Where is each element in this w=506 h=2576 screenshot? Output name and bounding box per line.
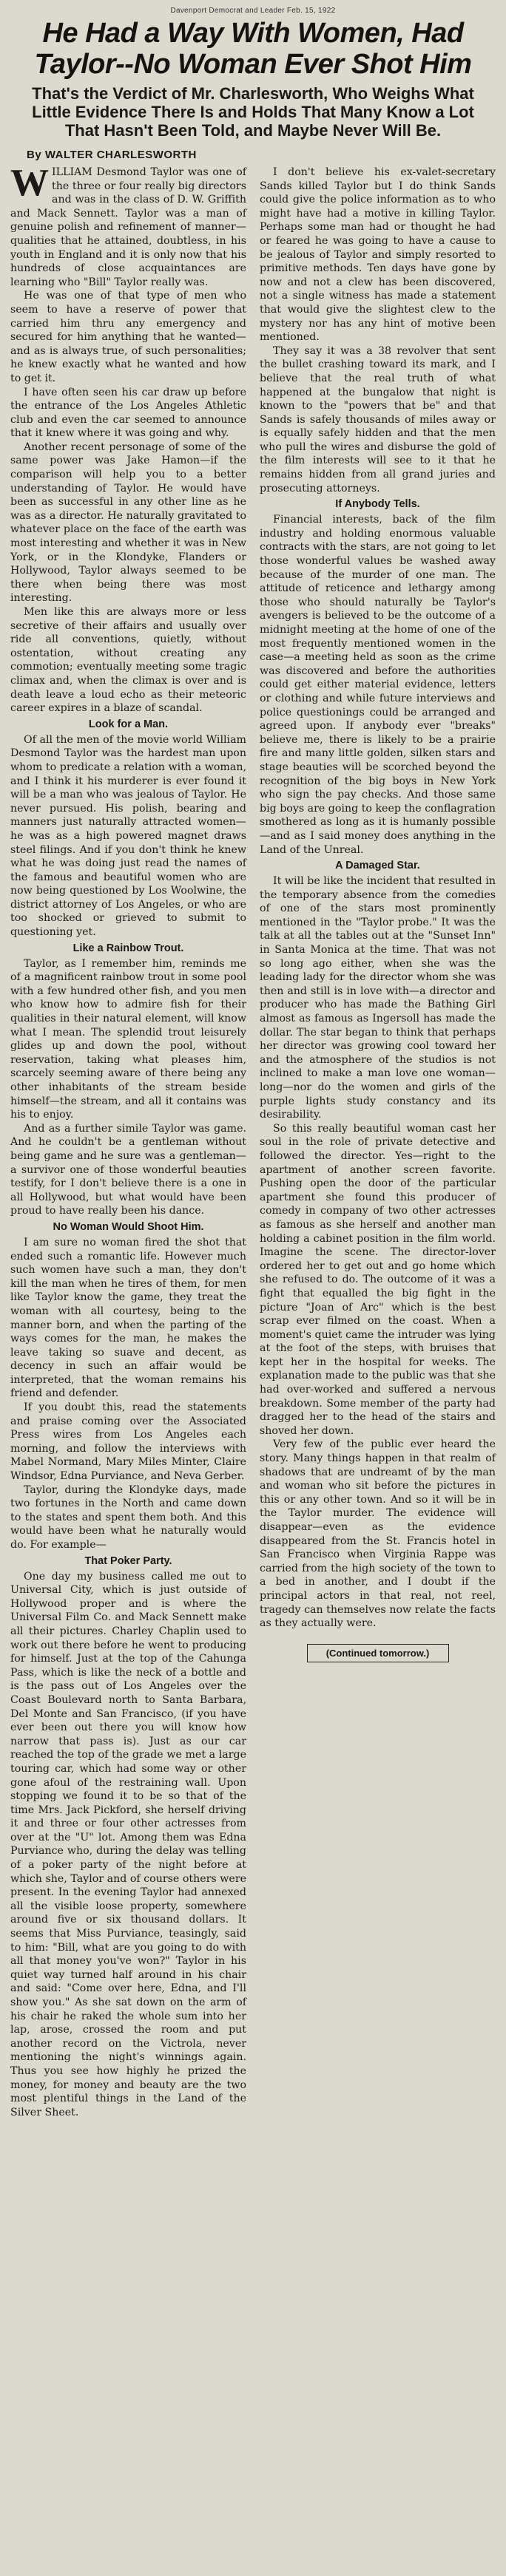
paragraph: Taylor, as I remember him, reminds me of a magnificent rainbow trout in some pool with a few hundred other fish, and you men who know how to admire fish for their qualities in their natural element, will know what I mean. The splendid trout leisurely glides up and down the pool, without reservation, taking what pleases him, scarcely seeming aware of there being any other inhabitants of the stream beside himself—the stream, and all it contains was his to enjoy. [10,957,246,1121]
paragraph: One day my business called me out to Universal City, which is just outside of Hollywood proper and is where the Universal Film Co. and Mack Sennett make all their pictures. Charley Chaplin used to work out there before he went to producing for himself. Just at the top of the Cahunga Pass, which is like the neck of a bottle and is the pass out of Los Angeles over the Coast Boulevard north to Santa Barbara, Del Monte and San Francisco, (if you have ever been out there you will know how narrow that pass is). Just as our car reached the top of the grade we met a large touring car, which had some way or other gone afoul of the restraining wall. Upon stopping we found it to be so that of the time Mrs. Jack Pickford, she herself driving it and three or four other actresses from over at the "U" lot. Among them was Edna Purviance who, during the delay was telling of a poker party of the night before at which she, Taylor and of course others were present. In the evening Taylor had annexed all the visible loose property, somewhere around five or six thousand dollars. It seems that Miss Purviance, teasingly, said to him: "Bill, what are you going to do with all that money you've won?" Taylor in his quiet way turned half around in his chair and said: "Come over here, Edna, and I'll show you." As she sat down on the arm of his chair he raked the whole sum into her lap, arose, crossed the room and put another record on the Victrola, never mentioning the night's winnings again. Thus you see how highly he prized the money, for money and beauty are the two most plentiful things in the Land of the Silver Sheet. [10,1570,246,2118]
subhead: Like a Rainbow Trout. [72,942,184,954]
paragraph: Taylor, during the Klondyke days, made two fortunes in the North and came down to the states and spent them both. And this would have been what he naturally would do. For example— [10,1484,246,1551]
column-right [260,166,496,2119]
paragraph: He was one of that type of men who seem to have a reserve of power that carried him thru any emergency and secured for him anything that he wanted—and as is always true, of such personalities; he knew exactly what he wanted and how to get it. [10,290,246,384]
paragraph: It will be like the incident that resulted in the temporary absence from the comedies of one of the stars most prominently mentioned in the "Taylor probe." It was the talk at all the tables out at the "Sunset Inn" in Santa Monica at the time. That was not so long ago either, when she was the leading lady for the director whom she was then and still is in love with—a director and producer who has made the Bathing Girl almost as famous as Ingersoll has made the dollar. The star began to think that perhaps her director was growing cool toward her and the atmosphere of the studios is not inclined to make a man love one woman—long—nor do the women and girls of the purple lights study constancy and its desirability. [260,875,496,1121]
paragraph: Another recent personage of some of the same power was Jake Hamon—if the comparison will help you to a better understanding of Taylor. He would have been as successful in any other line as he was as a director. He naturally gravitated to whatever place on the face of the earth was most interesting and whether it was in New York, or in the Klondyke, Flanders or Hollywood, Taylor always seemed to be there when being there was most interesting. [10,441,246,605]
subhead: Look for a Man. [88,718,169,730]
deck: That's the Verdict of Mr. Charlesworth, Who Weighs What Little Evidence There Is and Holds That Many Know a Lot That Hasn't Been Told, and Maybe Never Will Be. [32,84,474,140]
paragraph [10,162,246,289]
subhead: If Anybody Tells. [335,498,420,511]
subhead: That Poker Party. [84,1554,172,1567]
subhead: A Damaged Star. [335,860,420,872]
paragraph: They say it was a 38 revolver that sent the bullet crashing toward its mark, and I believe that the real truth of what happened at the bungalow that night is known to the "powers that be" and that Sands is safely thousands of miles away or is equally safely hidden and that the men who pull the wires and disburse the gold of the film interests will see to it that he remains hidden from all grand juries and prosecuting attorneys. [260,344,496,495]
drop-cap: W [10,162,49,204]
paragraph: And as a further simile Taylor was game. And he couldn't be a gentleman without being game and he sure was a gentleman—a survivor one of those wonderful beauties testify, for I don't believe there is a one in all Hollywood, but what would have been proud to have really been his dance. [10,1122,246,1217]
paragraph: Of all the men of the movie world William Desmond Taylor was the hardest man upon whom to predicate a relation with a woman, and I think it his murderer is ever found it will be a man who was jealous of Taylor. He never pursued. His polish, bearing and manners just naturally attracted women—he was as a high powered magnet draws steel filings. And if you don't think he knew what he was doing just read the names of the famous and beautiful women who are now being questioned by Los Woolwine, the district attorney of Los Angeles, or who are too shocked or grieved to submit to questioning yet. [10,733,246,939]
continued-notice: (Continued tomorrow.) [307,1644,449,1662]
paragraph: Very few of the public ever heard the story. Many things happen in that realm of shadows that are undreamt of by the man and woman who sit before the pictures in this or any other town. And so it will be in the Taylor murder. The evidence will disappear—even as the evidence disappeared from the St. Francis hotel in San Francisco when Virginia Rappe was carried from the high society of the town to a bed in another, and I doubt if the principal actors in that real, not reel, tragedy can themselves now relate the facts as they actually were. [260,1438,496,1630]
paragraph: I have often seen his car draw up before the entrance of the Los Angeles Athletic club and even the car seemed to announce that it knew where it was going and why. [10,386,246,440]
dateline: Davenport Democrat and Leader Feb. 15, 1922 [170,7,336,15]
paragraph: So this really beautiful woman cast her soul in the role of private detective and followed the director. Yes—right to the apartment of another screen favorite. Pushing open the door of the particular apartment she found this producer of comedy in company of two other actresses as famous as she herself and another man holding a cabinet position in the film world. Imagine the scene. The director-lover ordered her to get out and go home which she refused to do. The outcome of it was a fight that equalled the big fight in the picture "Joan of Arc" which is the best scrap ever filmed on the coast. When a moment's quiet came the intruder was lying at the foot of the steps, with bruises that kept her in the hospital for weeks. The explanation made to the public was that she had over-worked and suffered a nervous breakdown. Some member of the party had dragged her to the head of the stairs and shoved her down. [260,1122,496,1437]
paragraph: I am sure no woman fired the shot that ended such a romantic life. However much such women have such a man, they don't kill the man when he tires of them, for men like Taylor know the game, they treat the woman with all courtesy, being to the manner born, and when the parting of the ways comes for the man, he makes the leave taking so suave and decent, as decency in such an affair would be interpreted, that the woman remains his friend and defender. [10,1236,246,1400]
byline: By WALTER CHARLESWORTH [27,149,197,161]
paragraph: Men like this are always more or less secretive of their affairs and usually over ride all conventions, quietly, without ostentation, without creating any commotion; eventually meeting some tragic climax and, when the climax is over and is death leave a loud echo as their meteoric career expires in a blaze of scandal. [10,606,246,715]
paragraph: I don't believe his ex-valet-secretary Sands killed Taylor but I do think Sands could give the police information as to who might have had a motive in killing Taylor. Perhaps some man had or thought he had or feared he was going to have a cause to be jealous of Taylor and simply resorted to primitive methods. Ten days have gone by now and not a clew has been discovered, not a single witness has made a statement that would give the slightest clew to the mystery nor has any hint of motive been mentioned. [260,166,496,344]
headline: He Had a Way With Women, Had Taylor--No Woman Ever Shot Him [34,18,472,80]
paragraph-text: ILLIAM Desmond Taylor was one of the three or four really big directors and was in the class of D. W. Griffith and Mack Sennett. Taylor was a man of genuine polish and refinement of manner—qualities that he attained, doubtless, in his youth in England and it is only now that his hundreds of close acquaintances are learning who "Bill" Taylor really was. [10,166,246,288]
article-columns [10,162,496,2119]
paragraph: Financial interests, back of the film industry and holding enormous valuable contracts with the stars, are not going to let those wonderful values be washed away because of the murder of one man. The attitude of reticence and lethargy among those who should naturally be Taylor's avengers is believed to be the outcome of a midnight meeting at the home of one of the most frequently mentioned women in the case—a meeting held as soon as the crime was discovered and before the authorities could get either material evidence, letters or clothing and while future interviews and police questionings could be arranged and agreed upon. If anybody ever "breaks" believe me, there is likely to be a prairie fire and many little golden, silken stars and stage beauties will be scorched beyond the recognition of the big boys in New York who sign the pay checks. And those same big boys are going to keep the conflagration smothered as long as it is humanly possible—and as I said money does anything in the Land of the Unreal. [260,514,496,856]
column-left [10,162,246,2119]
subhead: No Woman Would Shoot Him. [53,1220,204,1233]
paragraph: If you doubt this, read the statements and praise coming over the Associated Press wires from Los Angeles each morning, and follow the interviews with Mabel Normand, Mary Miles Minter, Claire Windsor, Edna Purviance, and Neva Gerber. [10,1401,246,1483]
